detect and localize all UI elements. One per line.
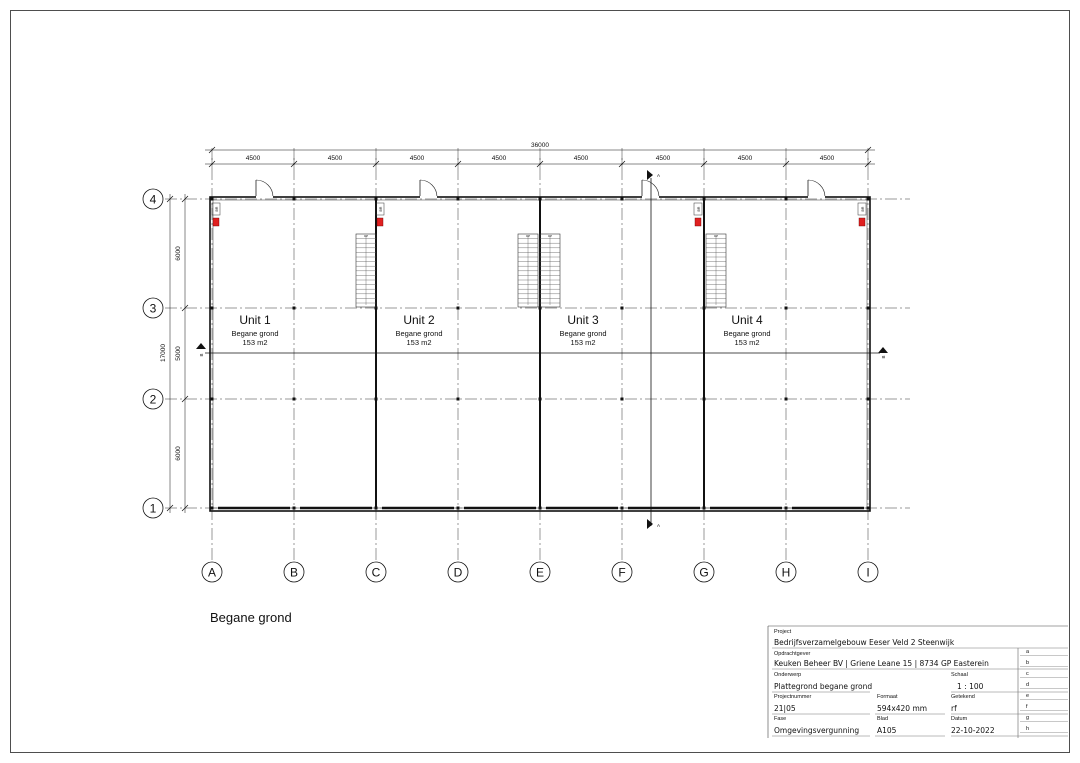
door-3 <box>642 180 659 197</box>
column <box>211 198 214 201</box>
column <box>703 307 706 310</box>
column <box>375 507 378 510</box>
tb-project-number-label: Projectnummer <box>774 694 812 700</box>
grid-lines <box>165 148 910 560</box>
column <box>457 307 460 310</box>
section-arrow-right <box>878 347 888 353</box>
unit-area: 153 m2 <box>242 338 268 347</box>
dimension-bay-label: 4500 <box>327 155 343 162</box>
unit-name: Unit 1 <box>239 313 271 327</box>
svg-text:H: H <box>781 565 791 580</box>
column <box>211 507 214 510</box>
grid-bubble-D <box>448 562 468 582</box>
tb-drawn-label: Getekend <box>951 694 975 700</box>
column <box>211 307 214 310</box>
tb-format-label: Formaat <box>877 694 898 700</box>
column <box>785 507 788 510</box>
section-markers <box>196 170 888 529</box>
column <box>457 507 460 510</box>
tb-project-number-value: 21|05 <box>774 704 796 713</box>
column <box>703 507 706 510</box>
dimension-left <box>160 194 188 513</box>
svg-text:3: 3 <box>149 301 157 316</box>
dimension-total-label: 36000 <box>530 142 550 149</box>
svg-text:BR: BR <box>215 206 219 212</box>
tb-scale-label: Schaal <box>951 672 968 678</box>
svg-text:2: 2 <box>149 392 157 407</box>
unit-area: 153 m2 <box>406 338 432 347</box>
svg-text:4: 4 <box>149 192 157 207</box>
tb-phase-value: Omgevingsvergunning <box>774 726 860 735</box>
unit-name: Unit 4 <box>731 313 763 327</box>
stair-4 <box>706 234 726 307</box>
stair-label: OP <box>713 234 719 238</box>
section-arrow-top <box>647 170 653 180</box>
column <box>211 398 214 401</box>
unit-label-2 <box>395 313 442 347</box>
column <box>457 398 460 401</box>
svg-text:F: F <box>618 565 626 580</box>
dimension-bay-label: 4500 <box>491 155 507 162</box>
column <box>703 398 706 401</box>
tb-sheet-value: A105 <box>877 726 897 735</box>
svg-text:G: G <box>699 565 709 580</box>
grid-bubble-B <box>284 562 304 582</box>
svg-text:BR: BR <box>379 206 383 212</box>
tb-client-value: Keuken Beheer BV | Griene Leane 15 | 8734 GP Easterein <box>774 659 989 668</box>
grid-bubble-F <box>612 562 632 582</box>
svg-text:C: C <box>371 565 381 580</box>
dimension-bay-label: 4500 <box>737 155 753 162</box>
revision-letter: a <box>1026 649 1030 655</box>
column <box>867 398 870 401</box>
svg-text:BR: BR <box>861 206 865 212</box>
tb-phase-label: Fase <box>774 716 787 722</box>
tb-drawn-value: rf <box>951 704 957 713</box>
column <box>457 198 460 201</box>
revision-letter: c <box>1026 671 1029 677</box>
revision-column <box>1020 649 1068 733</box>
dimension-bay-label: 4500 <box>573 155 589 162</box>
stair-3 <box>540 234 560 307</box>
tb-subject-value: Plattegrond begane grond <box>774 682 873 691</box>
unit-floor: Begane grond <box>559 329 607 338</box>
column <box>785 307 788 310</box>
grid-bubble-2 <box>143 389 163 409</box>
section-label: A <box>657 523 661 528</box>
revision-letter: f <box>1026 704 1028 710</box>
column <box>621 198 624 201</box>
door-1 <box>256 180 273 197</box>
tb-project-value: Bedrijfsverzamelgebouw Eeser Veld 2 Steenwijk <box>774 638 955 647</box>
column <box>621 507 624 510</box>
door-2 <box>420 180 437 197</box>
column <box>293 507 296 510</box>
tb-scale-value: 1 : 100 <box>957 682 984 691</box>
svg-text:I: I <box>866 565 870 580</box>
column <box>375 198 378 201</box>
dimension-left-label: 6000 <box>175 446 182 461</box>
column <box>621 398 624 401</box>
section-label: B <box>199 353 204 357</box>
svg-text:1: 1 <box>149 501 157 516</box>
section-label: A <box>657 173 661 178</box>
stair-1 <box>356 234 376 307</box>
column <box>785 398 788 401</box>
stair-label: OP <box>547 234 553 238</box>
column <box>293 398 296 401</box>
view-title: Begane grond <box>210 610 292 625</box>
section-arrow-bottom <box>647 519 653 529</box>
fire-extinguisher-icon <box>376 203 384 226</box>
column <box>621 307 624 310</box>
dimension-left-label: 6000 <box>175 246 182 261</box>
stair-label: OP <box>525 234 531 238</box>
revision-letter: h <box>1026 726 1030 732</box>
grid-bubble-H <box>776 562 796 582</box>
grid-bubble-3 <box>143 298 163 318</box>
grid-bubble-A <box>202 562 222 582</box>
dimension-bay-label: 4500 <box>655 155 671 162</box>
door-4 <box>808 180 825 197</box>
fire-extinguisher-icon <box>694 203 702 226</box>
unit-name: Unit 3 <box>567 313 599 327</box>
grid-bubble-4 <box>143 189 163 209</box>
svg-text:BR: BR <box>697 206 701 212</box>
unit-label-4 <box>723 313 770 347</box>
svg-text:D: D <box>453 565 463 580</box>
column <box>539 198 542 201</box>
column <box>867 307 870 310</box>
unit-name: Unit 2 <box>403 313 435 327</box>
column <box>293 307 296 310</box>
column <box>785 198 788 201</box>
column <box>867 507 870 510</box>
grid-bubble-E <box>530 562 550 582</box>
tb-date-value: 22-10-2022 <box>951 726 995 735</box>
column <box>867 198 870 201</box>
grid-bubble-G <box>694 562 714 582</box>
unit-labels <box>231 313 770 347</box>
svg-text:B: B <box>289 565 299 580</box>
tb-sheet-label: Blad <box>877 716 889 722</box>
column <box>375 398 378 401</box>
section-arrow-left <box>196 343 206 349</box>
grid-bubble-1 <box>143 498 163 518</box>
svg-text:A: A <box>207 565 217 580</box>
title-block <box>768 626 1068 738</box>
unit-floor: Begane grond <box>395 329 443 338</box>
stair-label: OP <box>363 234 369 238</box>
column <box>703 198 706 201</box>
dimension-bay-label: 4500 <box>819 155 835 162</box>
unit-area: 153 m2 <box>734 338 760 347</box>
stair-2 <box>518 234 538 307</box>
dimension-bay-label: 4500 <box>409 155 425 162</box>
unit-label-1 <box>231 313 278 347</box>
unit-label-3 <box>559 313 606 347</box>
grid-bubble-I <box>858 562 878 582</box>
fire-extinguisher-icon <box>858 203 866 226</box>
dimension-left-label: 5000 <box>175 346 182 361</box>
dimension-left-total-label: 17000 <box>160 343 167 363</box>
tb-format-value: 594x420 mm <box>877 704 928 713</box>
svg-text:E: E <box>535 565 545 580</box>
column <box>539 398 542 401</box>
revision-letter: g <box>1026 715 1030 721</box>
revision-letter: d <box>1026 682 1030 688</box>
doors <box>256 180 825 197</box>
tb-subject-label: Onderwerp <box>774 672 802 678</box>
unit-area: 153 m2 <box>570 338 596 347</box>
dimension-bay-label: 4500 <box>245 155 261 162</box>
grid-bubbles <box>143 189 878 582</box>
unit-floor: Begane grond <box>723 329 771 338</box>
revision-letter: b <box>1026 660 1030 666</box>
column <box>293 198 296 201</box>
tb-date-label: Datum <box>951 716 968 722</box>
column <box>539 507 542 510</box>
unit-floor: Begane grond <box>231 329 279 338</box>
revision-letter: e <box>1026 693 1030 699</box>
tb-client-label: Opdrachtgever <box>774 651 811 657</box>
tb-project-label: Project <box>774 629 792 635</box>
grid-bubble-C <box>366 562 386 582</box>
section-label: B <box>881 355 886 359</box>
